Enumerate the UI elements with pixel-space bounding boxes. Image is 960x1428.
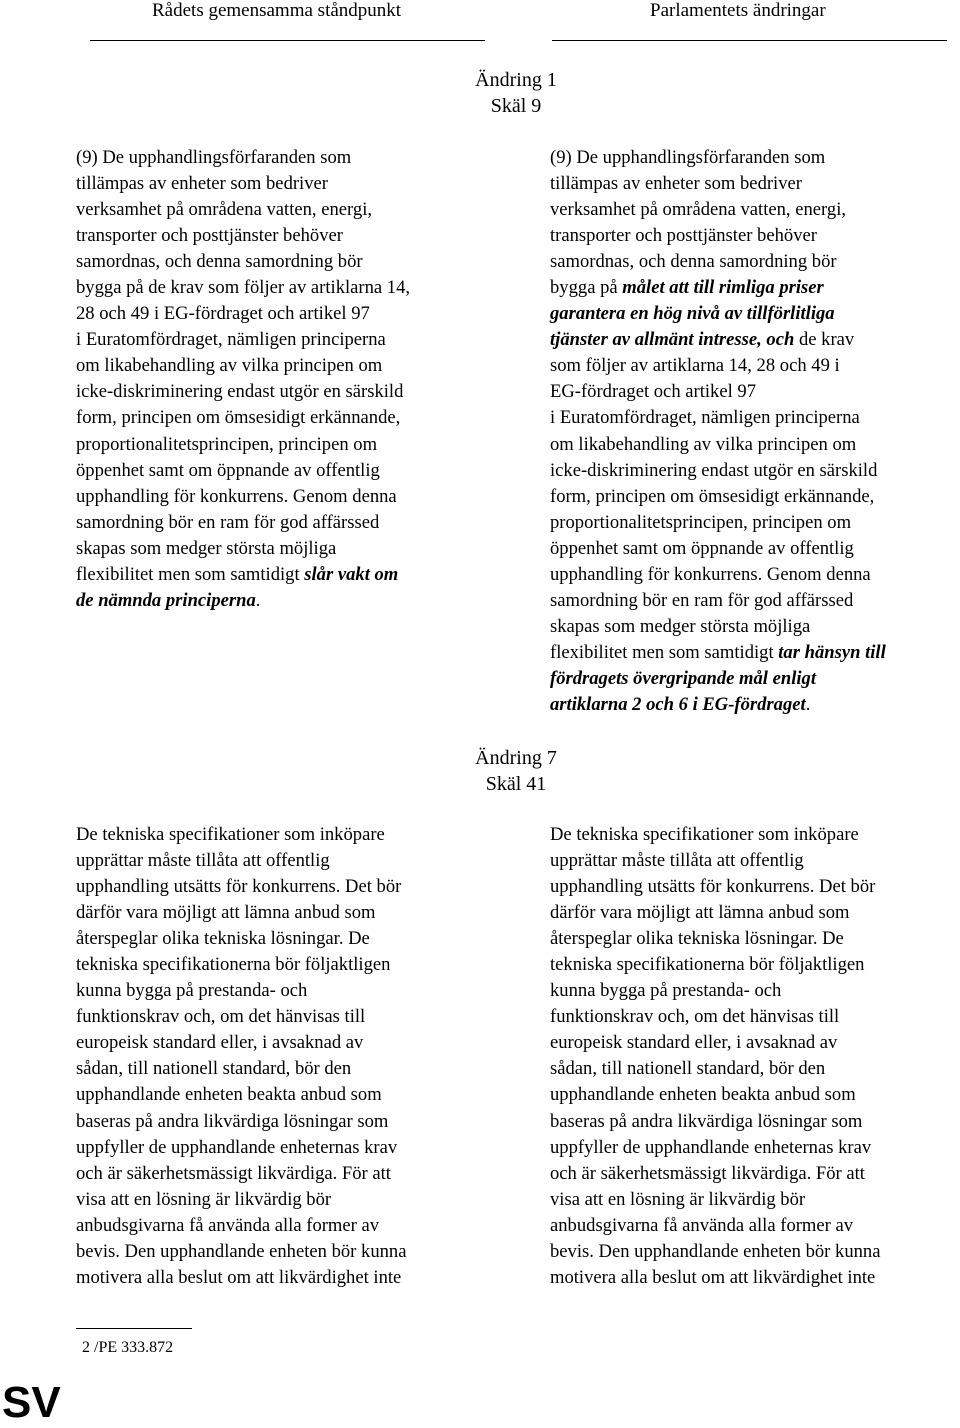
text-line xyxy=(550,275,960,301)
text-line xyxy=(550,692,960,718)
text-line: baseras på andra likvärdiga lösningar som xyxy=(550,1110,863,1132)
header-rule-right xyxy=(552,40,947,41)
text-line: form, principen om ömsesidigt erkännande, xyxy=(76,407,401,429)
text-line: transporter och posttjänster behöver xyxy=(76,225,343,247)
text-line: om likabehandling av vilka principen om xyxy=(76,355,383,377)
amendment-number: Ändring 1 xyxy=(475,69,557,91)
footer-rule xyxy=(76,1328,192,1329)
amendment-1-council-text xyxy=(76,145,491,614)
text-line: återspeglar olika tekniska lösningar. De xyxy=(550,928,844,950)
text-line: samordnas, och denna samordning bör xyxy=(76,251,363,273)
text-line: tekniska specifikationerna bör följaktligen xyxy=(76,954,391,976)
text-line: öppenhet samt om öppnande av offentlig xyxy=(550,537,854,559)
text-line: upphandling för konkurrens. Genom denna xyxy=(76,485,397,507)
text-line: kunna bygga på prestanda- och xyxy=(550,980,782,1002)
text-line: därför vara möjligt att lämna anbud som xyxy=(76,902,376,924)
text-line: visa att en lösning är likvärdig bör xyxy=(76,1188,332,1210)
text-line: upphandling utsätts för konkurrens. Det bör xyxy=(76,876,402,898)
amended-text: artiklarna 2 och 6 i EG-fördraget xyxy=(550,693,806,715)
text-line: (9) De upphandlingsförfaranden som xyxy=(550,147,826,168)
text-line: och är säkerhetsmässigt likvärdiga. För att xyxy=(76,1162,391,1184)
text-line: upprättar måste tillåta att offentlig xyxy=(550,850,804,872)
text-line: 28 och 49 i EG-fördraget och artikel 97 xyxy=(76,303,370,325)
text-line: funktionskrav och, om det hänvisas till xyxy=(76,1006,366,1028)
text-run: . xyxy=(805,693,811,715)
text-line: anbudsgivarna få använda alla former av xyxy=(550,1214,854,1236)
amendment-1-parliament-text xyxy=(550,145,960,718)
text-line: samordning bör en ram för god affärssed xyxy=(550,589,854,611)
text-line: proportionalitetsprincipen, principen om xyxy=(550,511,852,533)
text-line: upphandling utsätts för konkurrens. Det bör xyxy=(550,876,876,898)
amendment-7-parliament-text xyxy=(550,822,960,1291)
text-line: anbudsgivarna få använda alla former av xyxy=(76,1214,380,1236)
text-line: återspeglar olika tekniska lösningar. De xyxy=(76,928,370,950)
text-line: De tekniska specifikationer som inköpare xyxy=(550,824,859,845)
text-line: verksamhet på områdena vatten, energi, xyxy=(76,199,373,221)
text-line: och är säkerhetsmässigt likvärdiga. För att xyxy=(550,1162,865,1184)
amended-text: tar hänsyn till xyxy=(778,641,886,663)
amendment-recital: Skäl 41 xyxy=(485,773,547,795)
text-line: skapas som medger största möjliga xyxy=(76,537,337,559)
text-line: transporter och posttjänster behöver xyxy=(550,225,817,247)
text-line: kunna bygga på prestanda- och xyxy=(76,980,308,1002)
text-line: bevis. Den upphandlande enheten bör kunna xyxy=(550,1240,881,1262)
language-code: SV xyxy=(2,1378,61,1427)
text-line: uppfyller de upphandlande enheternas krav xyxy=(550,1136,872,1158)
text-line: visa att en lösning är likvärdig bör xyxy=(550,1188,806,1210)
deleted-text: slår vakt om xyxy=(304,563,399,585)
amendment-7-council-text xyxy=(76,822,491,1291)
text-run: flexibilitet men som samtidigt xyxy=(76,563,305,585)
text-line: (9) De upphandlingsförfaranden som xyxy=(76,147,352,168)
text-line: upphandlande enheten beakta anbud som xyxy=(550,1084,856,1106)
text-line: uppfyller de upphandlande enheternas krav xyxy=(76,1136,398,1158)
text-run: de krav xyxy=(794,329,855,351)
text-line: funktionskrav och, om det hänvisas till xyxy=(550,1006,840,1028)
text-line: öppenhet samt om öppnande av offentlig xyxy=(76,459,380,481)
text-line: De tekniska specifikationer som inköpare xyxy=(76,824,385,845)
text-line: europeisk standard eller, i avsaknad av xyxy=(76,1032,364,1054)
text-line: sådan, till nationell standard, bör den xyxy=(550,1058,826,1080)
text-line: bevis. Den upphandlande enheten bör kunna xyxy=(76,1240,407,1262)
text-line xyxy=(76,562,491,588)
page-reference: 2 /PE 333.872 xyxy=(82,1339,174,1356)
text-line: samordning bör en ram för god affärssed xyxy=(76,511,380,533)
text-line: proportionalitetsprincipen, principen om xyxy=(76,433,378,455)
text-run: flexibilitet men som samtidigt xyxy=(550,641,779,663)
header-right-title: Parlamentets ändringar xyxy=(650,0,826,21)
header-left-title: Rådets gemensamma ståndpunkt xyxy=(152,0,402,21)
text-line: tillämpas av enheter som bedriver xyxy=(550,173,802,195)
text-line: upphandlande enheten beakta anbud som xyxy=(76,1084,382,1106)
amended-text: fördragets övergripande mål enligt xyxy=(550,667,816,689)
text-line xyxy=(550,327,960,353)
text-line: form, principen om ömsesidigt erkännande, xyxy=(550,485,875,507)
text-line: tekniska specifikationerna bör följaktligen xyxy=(550,954,865,976)
text-line: europeisk standard eller, i avsaknad av xyxy=(550,1032,838,1054)
amendment-7-heading xyxy=(0,745,960,797)
text-line xyxy=(550,640,960,666)
text-line: bygga på de krav som följer av artiklarna 14, xyxy=(76,277,411,299)
text-line: i Euratomfördraget, nämligen principerna xyxy=(550,407,860,429)
text-run: . xyxy=(255,589,261,611)
text-line: i Euratomfördraget, nämligen principerna xyxy=(76,329,386,351)
amended-text: tjänster av allmänt intresse, och xyxy=(550,329,795,351)
text-line: sådan, till nationell standard, bör den xyxy=(76,1058,352,1080)
deleted-text: de nämnda principerna xyxy=(76,589,256,611)
text-line: upprättar måste tillåta att offentlig xyxy=(76,850,330,872)
text-line: icke-diskriminering endast utgör en särskild xyxy=(76,381,404,403)
text-line: därför vara möjligt att lämna anbud som xyxy=(550,902,850,924)
text-line: om likabehandling av vilka principen om xyxy=(550,433,857,455)
amendment-number: Ändring 7 xyxy=(475,747,557,769)
text-line: baseras på andra likvärdiga lösningar som xyxy=(76,1110,389,1132)
text-line: icke-diskriminering endast utgör en särskild xyxy=(550,459,878,481)
amended-text: garantera en hög nivå av tillförlitliga xyxy=(550,303,835,325)
text-line: motivera alla beslut om att likvärdighet inte xyxy=(550,1266,876,1288)
text-line: motivera alla beslut om att likvärdighet inte xyxy=(76,1266,402,1288)
text-run: bygga på xyxy=(550,277,623,299)
amendment-recital: Skäl 9 xyxy=(490,95,542,117)
text-line: verksamhet på områdena vatten, energi, xyxy=(550,199,847,221)
text-line: som följer av artiklarna 14, 28 och 49 i xyxy=(550,355,840,377)
text-line: upphandling för konkurrens. Genom denna xyxy=(550,563,871,585)
header-rule-left xyxy=(90,40,485,41)
text-line: EG-fördraget och artikel 97 xyxy=(550,381,756,403)
text-line xyxy=(76,588,491,614)
amended-text: målet att till rimliga priser xyxy=(622,277,824,299)
text-line: skapas som medger största möjliga xyxy=(550,615,811,637)
amendment-1-heading xyxy=(0,67,960,119)
text-line: samordnas, och denna samordning bör xyxy=(550,251,837,273)
text-line: tillämpas av enheter som bedriver xyxy=(76,173,328,195)
